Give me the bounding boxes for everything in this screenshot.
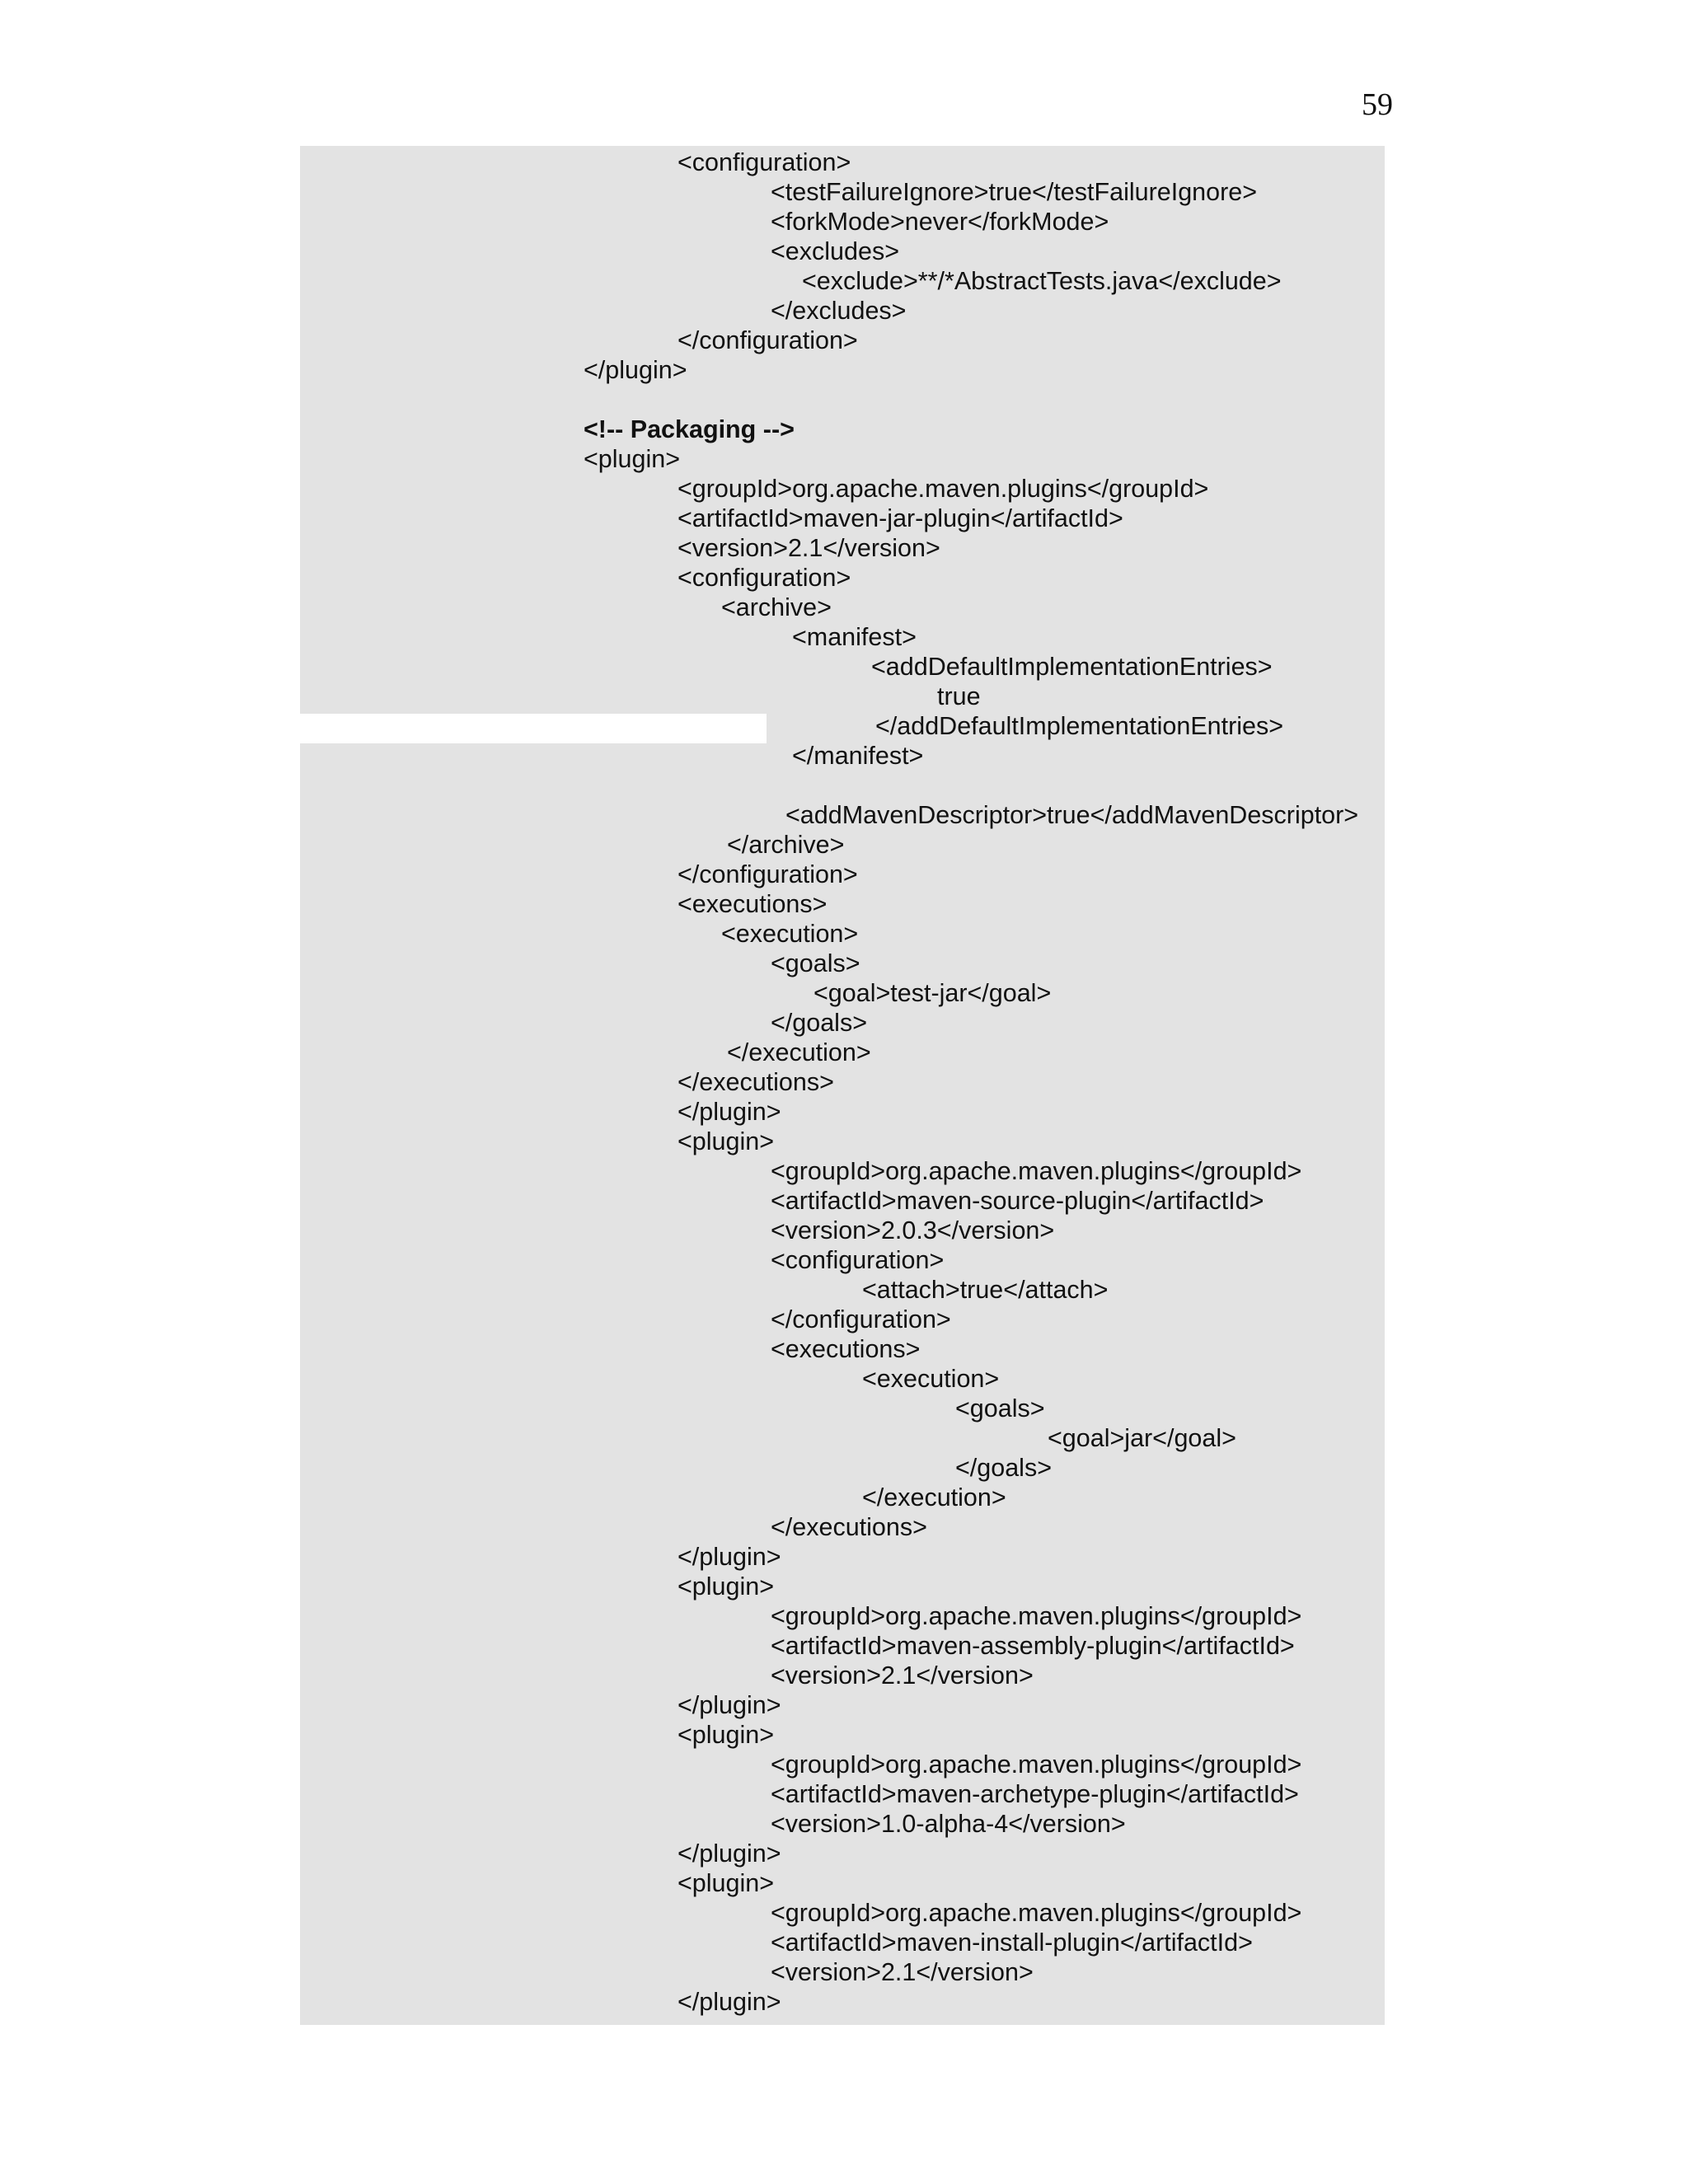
- code-line: <excludes>: [771, 237, 899, 265]
- code-line: </plugin>: [678, 1543, 781, 1571]
- code-line: </addDefaultImplementationEntries>: [875, 712, 1284, 740]
- code-line: <plugin>: [584, 445, 681, 473]
- code-line: <artifactId>maven-assembly-plugin</artifactId>: [771, 1632, 1295, 1660]
- code-line: <plugin>: [678, 1572, 775, 1601]
- code-line: <goals>: [771, 949, 860, 977]
- page-number: 59: [1362, 87, 1393, 122]
- code-listing-background: [300, 146, 1385, 2025]
- code-line: </executions>: [678, 1068, 834, 1096]
- code-comment-line: <!-- Packaging -->: [584, 415, 795, 443]
- code-line: <groupId>org.apache.maven.plugins</groupId>: [678, 475, 1209, 503]
- code-line: <forkMode>never</forkMode>: [771, 208, 1109, 236]
- code-line: </execution>: [862, 1483, 1006, 1511]
- code-line: </goals>: [955, 1454, 1053, 1482]
- code-line: <goal>test-jar</goal>: [814, 979, 1052, 1007]
- code-line: </plugin>: [678, 1840, 781, 1868]
- code-line: <addDefaultImplementationEntries>: [871, 653, 1273, 681]
- code-line: <artifactId>maven-jar-plugin</artifactId>: [678, 504, 1123, 532]
- code-line: <executions>: [771, 1335, 921, 1363]
- code-line: </plugin>: [584, 356, 687, 384]
- code-line: <artifactId>maven-source-plugin</artifactId>: [771, 1187, 1264, 1215]
- code-line: </execution>: [727, 1038, 871, 1066]
- code-line: </excludes>: [771, 297, 907, 325]
- code-line: <configuration>: [771, 1246, 945, 1274]
- code-line: <version>2.0.3</version>: [771, 1216, 1055, 1244]
- code-line: </configuration>: [678, 326, 858, 354]
- code-line: </plugin>: [678, 1098, 781, 1126]
- code-line: <testFailureIgnore>true</testFailureIgnore>: [771, 178, 1258, 206]
- code-line: <execution>: [721, 920, 859, 948]
- code-line: <goals>: [955, 1394, 1045, 1422]
- code-line: </plugin>: [678, 1691, 781, 1719]
- code-line: </configuration>: [771, 1305, 951, 1333]
- code-line: <version>2.1</version>: [771, 1958, 1034, 1986]
- code-line: <manifest>: [792, 623, 917, 651]
- code-line: <exclude>**/*AbstractTests.java</exclude>: [802, 267, 1282, 295]
- code-line: <plugin>: [678, 1869, 775, 1897]
- code-line: <archive>: [721, 593, 832, 621]
- code-line: <version>2.1</version>: [771, 1661, 1034, 1690]
- code-line: <plugin>: [678, 1721, 775, 1749]
- code-line: <executions>: [678, 890, 828, 918]
- code-line: <configuration>: [678, 564, 851, 592]
- code-line: <version>1.0-alpha-4</version>: [771, 1810, 1126, 1838]
- code-line: </goals>: [771, 1009, 868, 1037]
- code-line: <configuration>: [678, 148, 851, 176]
- code-line: </configuration>: [678, 860, 858, 888]
- code-line: </manifest>: [792, 742, 924, 770]
- code-line: <groupId>org.apache.maven.plugins</groupId>: [771, 1750, 1302, 1779]
- code-line: <execution>: [862, 1365, 1000, 1393]
- code-line: true: [937, 682, 981, 710]
- code-line: <groupId>org.apache.maven.plugins</groupId>: [771, 1602, 1302, 1630]
- code-line: <groupId>org.apache.maven.plugins</groupId>: [771, 1899, 1302, 1927]
- code-listing-gap: [300, 714, 767, 743]
- code-line: <plugin>: [678, 1127, 775, 1155]
- code-line: <addMavenDescriptor>true</addMavenDescriptor>: [785, 801, 1359, 829]
- code-line: <artifactId>maven-install-plugin</artifactId>: [771, 1929, 1253, 1957]
- code-line: <groupId>org.apache.maven.plugins</groupId>: [771, 1157, 1302, 1185]
- code-line: </archive>: [727, 831, 845, 859]
- code-line: <version>2.1</version>: [678, 534, 940, 562]
- code-line: <attach>true</attach>: [862, 1276, 1109, 1304]
- code-line: </plugin>: [678, 1988, 781, 2016]
- code-line: <artifactId>maven-archetype-plugin</artifactId>: [771, 1780, 1299, 1808]
- code-line: <goal>jar</goal>: [1048, 1424, 1236, 1452]
- code-line: </executions>: [771, 1513, 927, 1541]
